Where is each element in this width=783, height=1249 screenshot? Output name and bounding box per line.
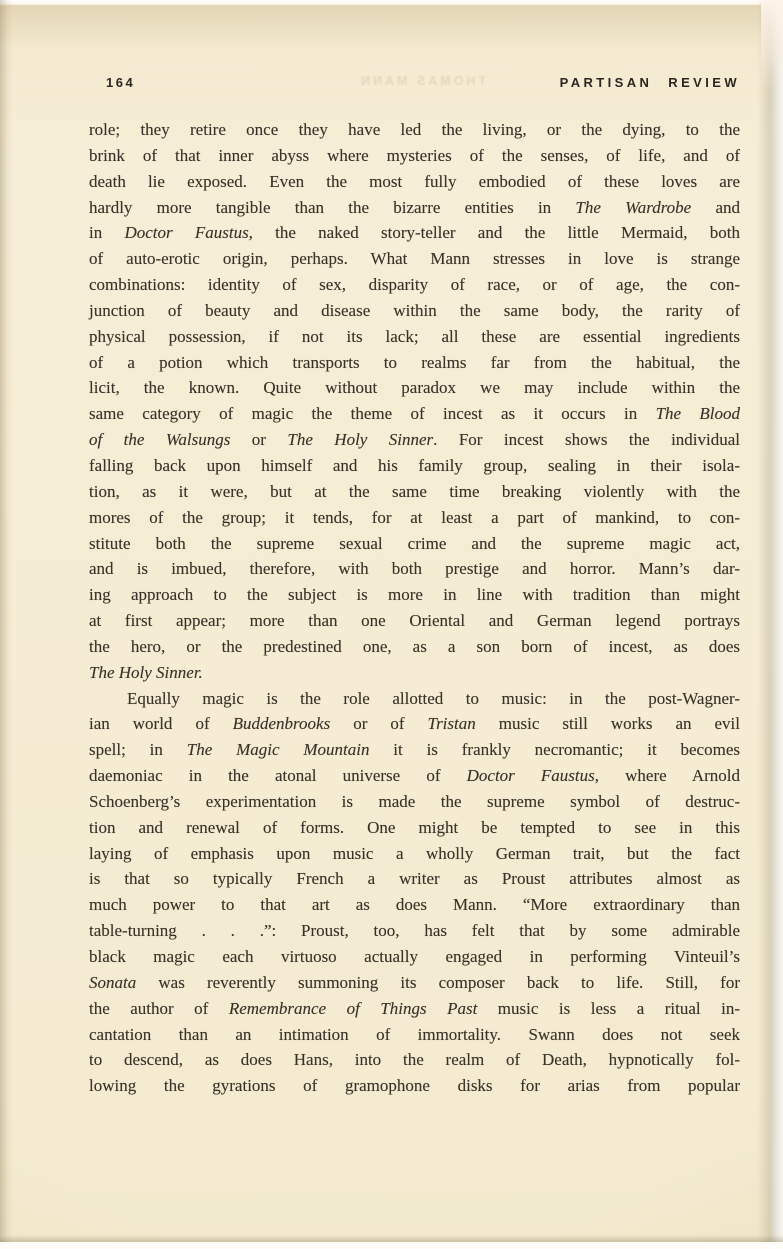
text-line (89, 195, 740, 221)
text-line (89, 169, 740, 195)
text-line (89, 841, 740, 867)
page-top-shadow (0, 5, 783, 47)
body-text: is that so typically French a writer as Proust attributes almost as (89, 869, 740, 889)
text-line (89, 1022, 740, 1048)
body-text: or (230, 430, 288, 450)
body-text: same category of magic the theme of incest as it occurs in (89, 404, 656, 424)
text-line (89, 246, 740, 272)
text-line (89, 970, 740, 996)
body-text: was reverently summoning its composer back to life. Still, for (136, 972, 740, 992)
text-line (89, 918, 740, 944)
body-text: mores of the group; it tends, for at least a part of mankind, to con- (89, 507, 740, 527)
body-text: falling back upon himself and his family group, sealing in their isola- (89, 455, 740, 475)
body-text: stitute both the supreme sexual crime and the supreme magic act, (89, 533, 740, 553)
page-right-edge (757, 0, 783, 1249)
body-text: cantation than an intimation of immortality. Swann does not seek (89, 1024, 740, 1044)
text-line (89, 944, 740, 970)
body-text: , where Arnold (594, 766, 740, 786)
text-line (89, 737, 740, 763)
text-line (89, 789, 740, 815)
italic-title-text: The Holy Sinner. (89, 662, 203, 682)
italic-title-text: Remembrance of Things Past (228, 998, 478, 1018)
text-line (89, 556, 740, 582)
text-line (89, 1073, 740, 1099)
running-head-row (89, 75, 740, 90)
body-text: ing approach to the subject is more in line with tradition than might (89, 585, 740, 605)
text-line (89, 350, 740, 376)
body-text: the author of (89, 998, 229, 1018)
body-text: the hero, or the predestined one, as a son born of incest, as does (89, 636, 740, 656)
italic-title-text: The Magic Mountain (186, 740, 370, 760)
text-line (89, 324, 740, 350)
body-text: laying of emphasis upon music a wholly German trait, but the fact (89, 843, 740, 863)
body-text: combinations: identity of sex, disparity of race, or of age, the con- (89, 275, 740, 295)
text-line (89, 143, 740, 169)
text-line (89, 815, 740, 841)
text-line (89, 220, 740, 246)
body-text: Schoenberg’s experimentation is made the supreme symbol of destruc- (89, 791, 740, 811)
text-line (89, 660, 740, 686)
body-text: and is imbued, therefore, with both prestige and horror. Mann’s dar- (89, 559, 740, 579)
paragraph (89, 117, 740, 686)
page-right-edge-highlight (761, 0, 783, 90)
body-text: . For incest shows the individual (433, 430, 741, 450)
journal-running-head: PARTISAN REVIEW (559, 75, 740, 90)
text-block (89, 117, 740, 1099)
body-text: the naked story-teller and the little Mermaid, both (252, 223, 740, 243)
show-through-ghost-text: THOMAS MANN (358, 74, 487, 88)
page-bottom-edge (0, 1242, 783, 1249)
text-line (89, 427, 740, 453)
text-line (89, 453, 740, 479)
text-line (89, 634, 740, 660)
italic-title-text: Tristan (427, 714, 476, 734)
body-text: and (691, 197, 740, 217)
text-line (89, 763, 740, 789)
text-line (89, 505, 740, 531)
italic-title-text: Doctor Faustus, (124, 223, 253, 243)
text-line (89, 117, 740, 143)
body-text: death lie exposed. Even the most fully embodied of these loves are (89, 171, 740, 191)
body-text: daemoniac in the atonal universe of (89, 766, 467, 786)
text-line (89, 531, 740, 557)
italic-title-text: of the Walsungs (89, 430, 231, 450)
body-text: junction of beauty and disease within the same body, the rarity of (89, 300, 740, 320)
body-text: much power to that art as does Mann. “More extraordinary than (89, 895, 740, 915)
body-text: music still works an evil (475, 714, 740, 734)
text-line (89, 401, 740, 427)
page-bottom-shadow (0, 1235, 783, 1242)
text-line (89, 711, 740, 737)
body-text: to descend, as does Hans, into the realm of Death, hypnotically fol- (89, 1050, 740, 1070)
body-text: of auto-erotic origin, perhaps. What Mann stresses in love is strange (89, 249, 740, 269)
body-text: in (89, 223, 125, 243)
body-text: at first appear; more than one Oriental and German legend portrays (89, 611, 740, 631)
text-line (89, 996, 740, 1022)
body-text: brink of that inner abyss where mysteries of the senses, of life, and of (89, 145, 740, 165)
italic-title-text: Sonata (89, 972, 137, 992)
text-line (89, 298, 740, 324)
text-line (89, 582, 740, 608)
text-line (89, 608, 740, 634)
italic-title-text: The Blood (655, 404, 741, 424)
text-line (89, 479, 740, 505)
text-line (89, 686, 740, 712)
page-number: 164 (106, 75, 136, 90)
body-text: black magic each virtuoso actually engaged in performing Vinteuil’s (89, 947, 740, 966)
page-left-edge-shadow (0, 0, 13, 1249)
italic-title-text: The Holy Sinner (287, 430, 434, 450)
body-text: music is less a ritual in- (477, 998, 740, 1018)
body-text: of a potion which transports to realms far from the habitual, the (89, 352, 740, 372)
italic-title-text: Doctor Faustus (466, 766, 595, 786)
text-line (89, 272, 740, 298)
body-text: licit, the known. Quite without paradox we may include within the (89, 378, 740, 398)
text-line (89, 1047, 740, 1073)
text-line (89, 375, 740, 401)
paragraph (89, 686, 740, 1100)
italic-title-text: Buddenbrooks (232, 714, 331, 734)
body-text: Equally magic is the role allotted to music: in the post-Wagner- (127, 688, 740, 708)
italic-title-text: The Wardrobe (575, 197, 692, 217)
body-text: role; they retire once they have led the living, or the dying, to the (89, 120, 740, 139)
body-text: tion, as it were, but at the same time breaking violently with the (89, 481, 740, 501)
body-text: lowing the gyrations of gramophone disks for arias from popular (89, 1076, 740, 1096)
body-text: or of (330, 714, 428, 734)
body-text: ian world of (89, 714, 233, 734)
body-text: hardly more tangible than the bizarre entities in (89, 197, 576, 217)
body-text: tion and renewal of forms. One might be tempted to see in this (89, 817, 740, 837)
body-text: spell; in (89, 740, 187, 760)
text-line (89, 892, 740, 918)
text-line (89, 866, 740, 892)
body-text: table-turning . . .”: Proust, too, has felt that by some admirable (89, 921, 740, 941)
body-text: it is frankly necromantic; it becomes (369, 740, 740, 760)
body-text: physical possession, if not its lack; all these are essential ingredients (89, 326, 740, 346)
